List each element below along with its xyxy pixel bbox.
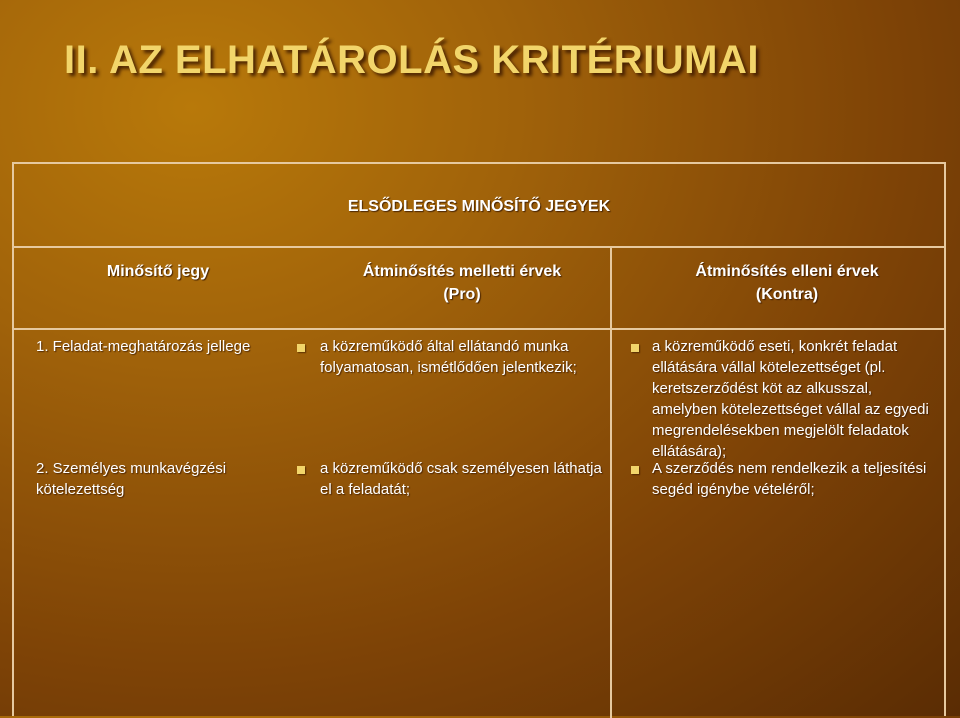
row1-pro: a közreműködő által ellátandó munka folyamatosan, ismétlődően jelentkezik; [320,338,577,376]
table-caption: ELSŐDLEGES MINŐSÍTŐ JEGYEK [347,198,611,215]
bullet-icon [297,344,305,352]
row1-contra: a közreműködő eseti, konkrét feladat ellátására vállal kötelezettséget (pl. keretszerződést köt az alkusszal, amelyben kötelezettséget vállal az egyedi megrendelésekben megjelölt feladatok ellátására); [652,338,929,460]
row2-contra: A szerződés nem rendelkezik a teljesítési segéd igénybe vételéről; [652,460,927,498]
header-contra-sub: (Kontra) [755,286,819,303]
row2-pro: a közreműködő csak személyesen láthatja el a feladatát; [320,460,602,498]
header-contra-label: Átminősítés elleni érvek [695,263,879,280]
header-criterion: Minősítő jegy [106,263,210,280]
column-divider [610,248,612,718]
header-pro-sub: (Pro) [443,286,481,303]
table-caption-row [14,164,944,248]
header-contra [626,260,948,306]
bullet-icon [631,344,639,352]
row2-criterion: 2. Személyes munkavégzési kötelezettség [36,460,227,498]
bullet-icon [297,466,305,474]
table-header-row [14,248,944,330]
row1-criterion: 1. Feladat-meghatározás jellege [36,338,251,355]
header-pro-label: Átminősítés melletti érvek [362,263,562,280]
criteria-table [12,162,946,716]
header-pro [302,260,622,306]
bullet-icon [631,466,639,474]
slide-title: II. AZ ELHATÁROLÁS KRITÉRIUMAI [64,38,759,82]
